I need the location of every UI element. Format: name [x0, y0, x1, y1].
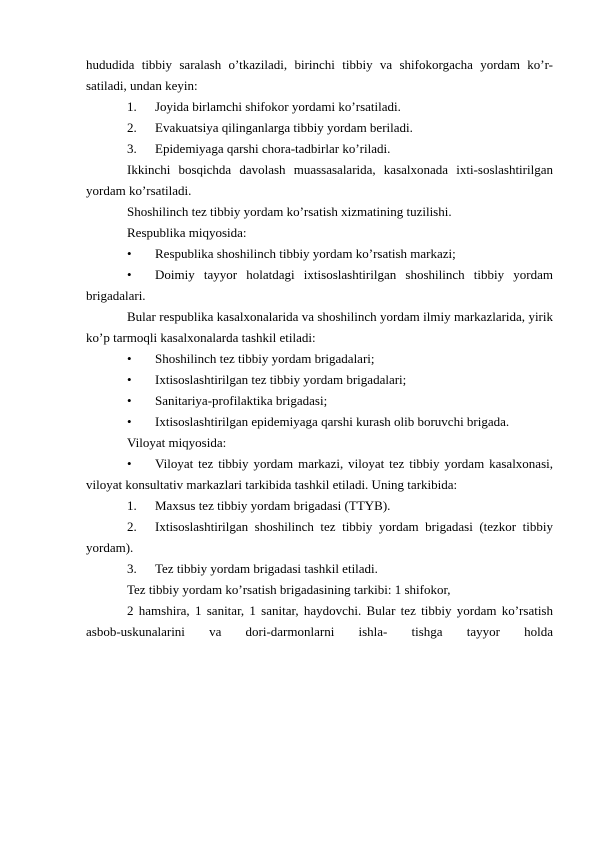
- list-item-text: Doimiy tayyor holatdagi ixtisoslashtirilgan shoshilinch tibbiy yordam brigadalari.: [86, 267, 553, 303]
- list-item: [86, 516, 553, 558]
- list-item: [86, 96, 553, 117]
- paragraph: Tez tibbiy yordam ko’rsatish brigadasining tarkibi: 1 shifokor,: [127, 582, 451, 597]
- bullet-marker: •: [127, 456, 132, 471]
- list-item: [86, 264, 553, 306]
- document-body: [86, 54, 553, 642]
- paragraph: Respublika miqyosida:: [127, 225, 247, 240]
- list-item: [86, 117, 553, 138]
- paragraph: Bular respublika kasalxonalarida va shoshilinch yordam ilmiy markazlarida, yirik ko’p tarmoqli kasalxonalarda tashkil etiladi:: [86, 309, 553, 345]
- number-marker: 2.: [127, 519, 137, 534]
- list-item: [86, 369, 553, 390]
- paragraph: Shoshilinch tez tibbiy yordam ko’rsatish xizmatining tuzilishi.: [127, 204, 452, 219]
- list-item: [86, 390, 553, 411]
- list-item-text: Ixtisoslashtirilgan shoshilinch tez tibbiy yordam brigadasi (tezkor tibbiy yordam).: [86, 519, 553, 555]
- list-item-text: Ixtisoslashtirilgan epidemiyaga qarshi kurash olib boruvchi brigada.: [155, 414, 510, 429]
- number-marker: 2.: [127, 120, 137, 135]
- list-item-text: Maxsus tez tibbiy yordam brigadasi (TTYB).: [155, 498, 391, 513]
- paragraph: Ikkinchi bosqichda davolash muassasalarida, kasalxonada ixti-soslashtirilgan yordam ko’rsatiladi.: [86, 162, 553, 198]
- list-item-text: Sanitariya-profilaktika brigadasi;: [155, 393, 328, 408]
- list-item: [86, 348, 553, 369]
- list-item: [86, 138, 553, 159]
- paragraph: 2 hamshira, 1 sanitar, 1 sanitar, haydovchi. Bular tez tibbiy yordam ko’rsatish asbob-uskunalarini va dori-darmonlarni ishla- tishga tayyor holda: [86, 603, 553, 639]
- list-item: [86, 558, 553, 579]
- paragraph: hududida tibbiy saralash o’tkaziladi, birinchi tibbiy va shifokorgacha yordam ko’r-satiladi, undan keyin:: [86, 57, 553, 93]
- bullet-marker: •: [127, 414, 132, 429]
- bullet-marker: •: [127, 372, 132, 387]
- list-item: [86, 411, 553, 432]
- list-item: [86, 453, 553, 495]
- number-marker: 3.: [127, 561, 137, 576]
- list-item-text: Epidemiyaga qarshi chora-tadbirlar ko’riladi.: [155, 141, 391, 156]
- number-marker: 1.: [127, 498, 137, 513]
- list-item-text: Ixtisoslashtirilgan tez tibbiy yordam brigadalari;: [155, 372, 407, 387]
- list-item-text: Tez tibbiy yordam brigadasi tashkil etiladi.: [155, 561, 378, 576]
- list-item-text: Respublika shoshilinch tibbiy yordam ko’rsatish markazi;: [155, 246, 456, 261]
- bullet-marker: •: [127, 351, 132, 366]
- bullet-marker: •: [127, 393, 132, 408]
- number-marker: 1.: [127, 99, 137, 114]
- bullet-marker: •: [127, 246, 132, 261]
- number-marker: 3.: [127, 141, 137, 156]
- list-item-text: Joyida birlamchi shifokor yordami ko’rsatiladi.: [155, 99, 401, 114]
- list-item: [86, 243, 553, 264]
- list-item-text: Shoshilinch tez tibbiy yordam brigadalari;: [155, 351, 375, 366]
- list-item-text: Viloyat tez tibbiy yordam markazi, viloyat tez tibbiy yordam kasalxonasi, viloyat konsultativ markazlari tarkibida tashkil etiladi. Uning tarkibida:: [86, 456, 553, 492]
- bullet-marker: •: [127, 267, 132, 282]
- list-item-text: Evakuatsiya qilinganlarga tibbiy yordam beriladi.: [155, 120, 413, 135]
- list-item: [86, 495, 553, 516]
- paragraph: Viloyat miqyosida:: [127, 435, 227, 450]
